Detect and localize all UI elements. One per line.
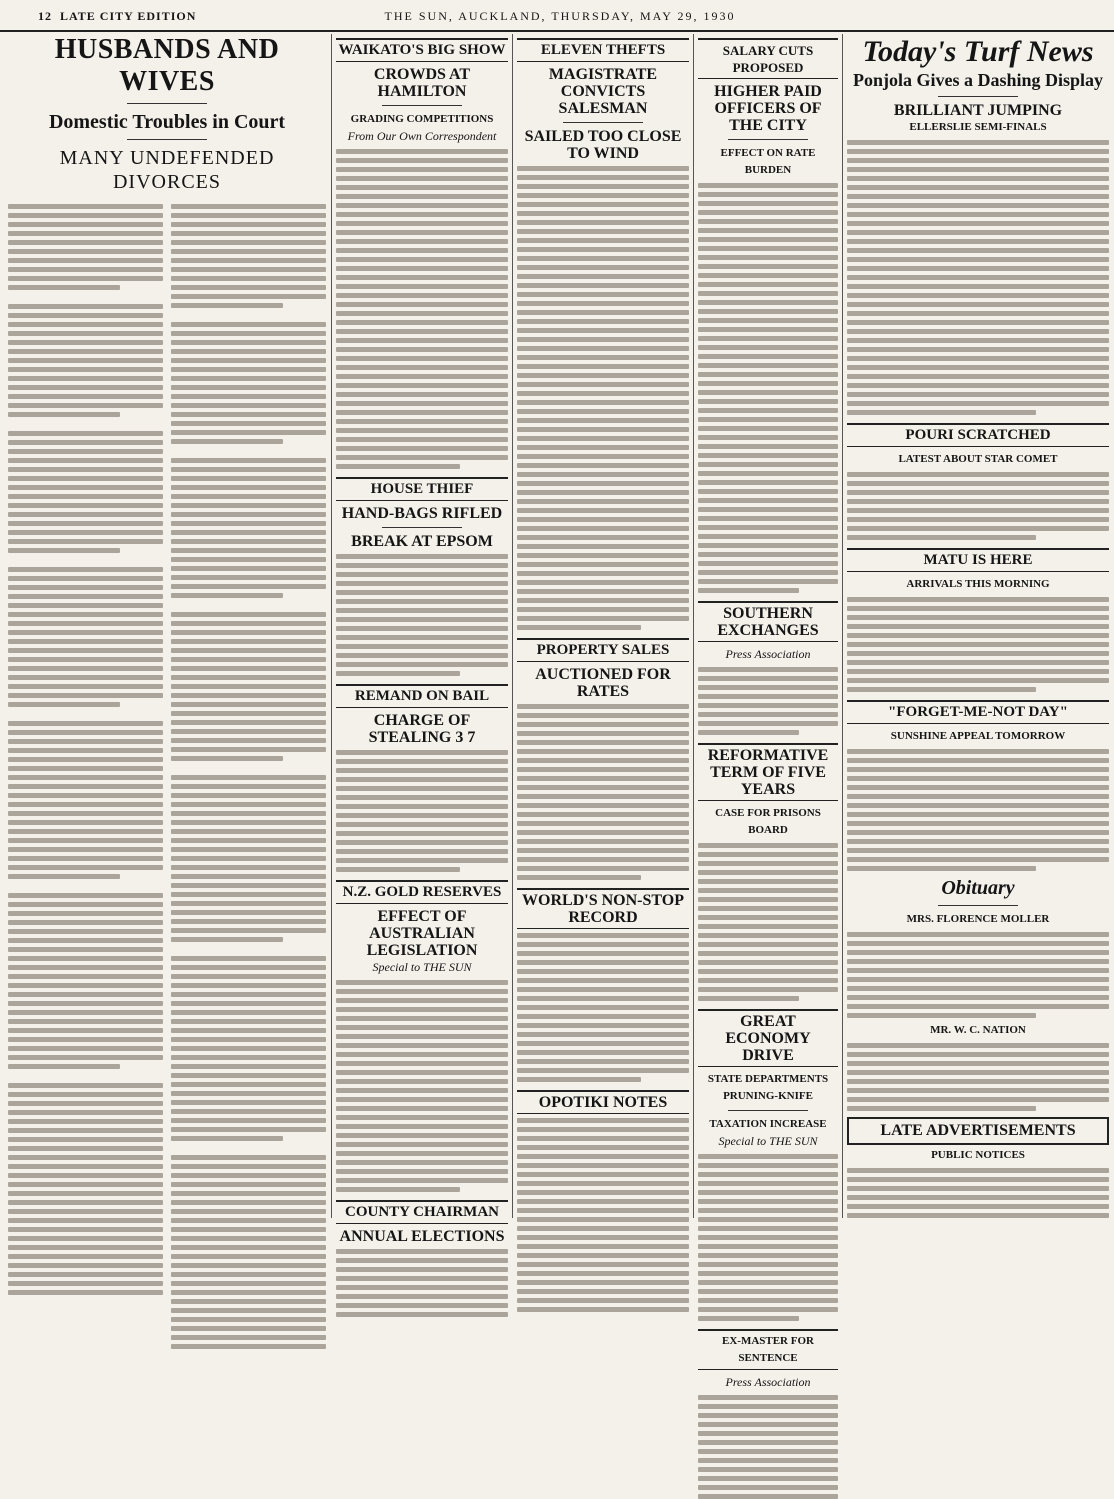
column-turf-news	[847, 34, 1109, 1218]
byline-southern: Press Association	[725, 647, 811, 661]
headline-nz-gold-reserves: N.Z. GOLD RESERVES	[342, 884, 502, 900]
headline-house-thief: HOUSE THIEF	[370, 481, 474, 497]
headline-southern-exchanges: SOUTHERN EXCHANGES	[717, 605, 819, 639]
subhead-arrivals-this-morning: ARRIVALS THIS MORNING	[906, 578, 1050, 590]
subhead-charge-of-stealing: CHARGE OF STEALING 3 7	[368, 712, 476, 746]
headline-pouri-scratched: POURI SCRATCHED	[905, 427, 1051, 443]
column-waikato	[336, 34, 508, 1245]
headline-eleven-thefts: ELEVEN THEFTS	[540, 42, 666, 58]
headline-ex-master: EX-MASTER FOR SENTENCE	[722, 1335, 814, 1364]
headline-reformative-term: REFORMATIVE TERM OF FIVE YEARS	[707, 747, 829, 798]
edition-label: LATE CITY EDITION	[60, 9, 197, 23]
byline-economy: Special to THE SUN	[718, 1134, 818, 1148]
subhead-australian-legislation: EFFECT OF AUSTRALIAN LEGISLATION	[366, 908, 478, 959]
obit-florence-moller: MRS. FLORENCE MOLLER	[906, 913, 1050, 925]
headline-matu-is-here: MATU IS HERE	[923, 552, 1033, 568]
byline-exmaster: Press Association	[725, 1375, 811, 1389]
article-body-right	[171, 200, 326, 1353]
subhead-higher-paid-officers: HIGHER PAID OFFICERS OF THE CITY	[714, 83, 822, 134]
headline-salary-cuts: SALARY CUTS PROPOSED	[722, 43, 814, 75]
subhead-magistrate-convicts: MAGISTRATE CONVICTS SALESMAN	[548, 66, 658, 117]
subhead-effect-on-rate-burden: EFFECT ON RATE BURDEN	[720, 147, 816, 176]
headline-non-stop-record: WORLD'S NON-STOP RECORD	[522, 892, 684, 926]
subhead-sailed-too-close: SAILED TOO CLOSE TO WIND	[524, 128, 682, 162]
byline-waikato: From Our Own Correspondent	[347, 129, 497, 143]
subhead-star-comet: LATEST ABOUT STAR COMET	[898, 453, 1058, 465]
column-salary-cuts	[698, 34, 838, 1389]
subhead-break-at-epsom: BREAK AT EPSOM	[351, 533, 493, 550]
subhead-auctioned-for-rates: AUCTIONED FOR RATES	[535, 666, 671, 700]
column-eleven-thefts	[517, 34, 689, 1218]
headline-property-sales: PROPERTY SALES	[536, 642, 670, 658]
page-number: 12	[38, 9, 52, 23]
section-obituary: Obituary	[941, 877, 1015, 899]
subhead-annual-elections: ANNUAL ELECTIONS	[339, 1228, 505, 1245]
subhead-ellerslie-semi-finals: ELLERSLIE SEMI-FINALS	[909, 121, 1047, 133]
subhead-sunshine-appeal: SUNSHINE APPEAL TOMORROW	[890, 730, 1066, 742]
subhead-crowds-hamilton: CROWDS AT HAMILTON	[373, 66, 471, 100]
subhead-pruning-knife: STATE DEPARTMENTS PRUNING-KNIFE	[707, 1073, 829, 1102]
subhead-handbags-rifled: HAND-BAGS RIFLED	[341, 505, 503, 522]
column-husbands-and-wives	[8, 34, 326, 1218]
banner-undefended-divorces: MANY UNDEFENDED DIVORCES	[59, 147, 275, 193]
article-body-left	[8, 200, 163, 1353]
byline-gold: Special to THE SUN	[372, 960, 472, 974]
subhead-domestic-troubles: Domestic Troubles in Court	[48, 111, 286, 133]
headline-turf-news: Today's Turf News	[862, 35, 1094, 68]
headline-great-economy-drive: GREAT ECONOMY DRIVE	[725, 1013, 811, 1064]
subhead-brilliant-jumping: BRILLIANT JUMPING	[893, 102, 1063, 119]
headline-remand-on-bail: REMAND ON BAIL	[354, 688, 490, 704]
headline-opotiki-notes: OPOTIKI NOTES	[538, 1094, 668, 1111]
subhead-grading-competitions: GRADING COMPETITIONS	[350, 113, 494, 125]
subhead-ponjola: Ponjola Gives a Dashing Display	[852, 70, 1104, 90]
subhead-prisons-board: CASE FOR PRISONS BOARD	[715, 807, 821, 836]
article-body	[8, 200, 326, 1353]
subhead-taxation-increase: TAXATION INCREASE	[709, 1118, 827, 1130]
newspaper-dateline: THE SUN, AUCKLAND, THURSDAY, MAY 29, 1930	[384, 9, 736, 23]
subhead-public-notices: PUBLIC NOTICES	[931, 1149, 1025, 1161]
headline-forget-me-not-day: "FORGET-ME-NOT DAY"	[888, 704, 1068, 720]
obit-wc-nation: MR. W. C. NATION	[930, 1024, 1026, 1036]
headline-husbands-and-wives: HUSBANDS AND WIVES	[54, 34, 280, 97]
headline-county-chairman: COUNTY CHAIRMAN	[344, 1204, 500, 1220]
late-advertisements: LATE ADVERTISEMENTS	[847, 1117, 1109, 1145]
headline-waikato-big-show: WAIKATO'S BIG SHOW	[338, 42, 506, 58]
masthead	[0, 0, 1114, 32]
